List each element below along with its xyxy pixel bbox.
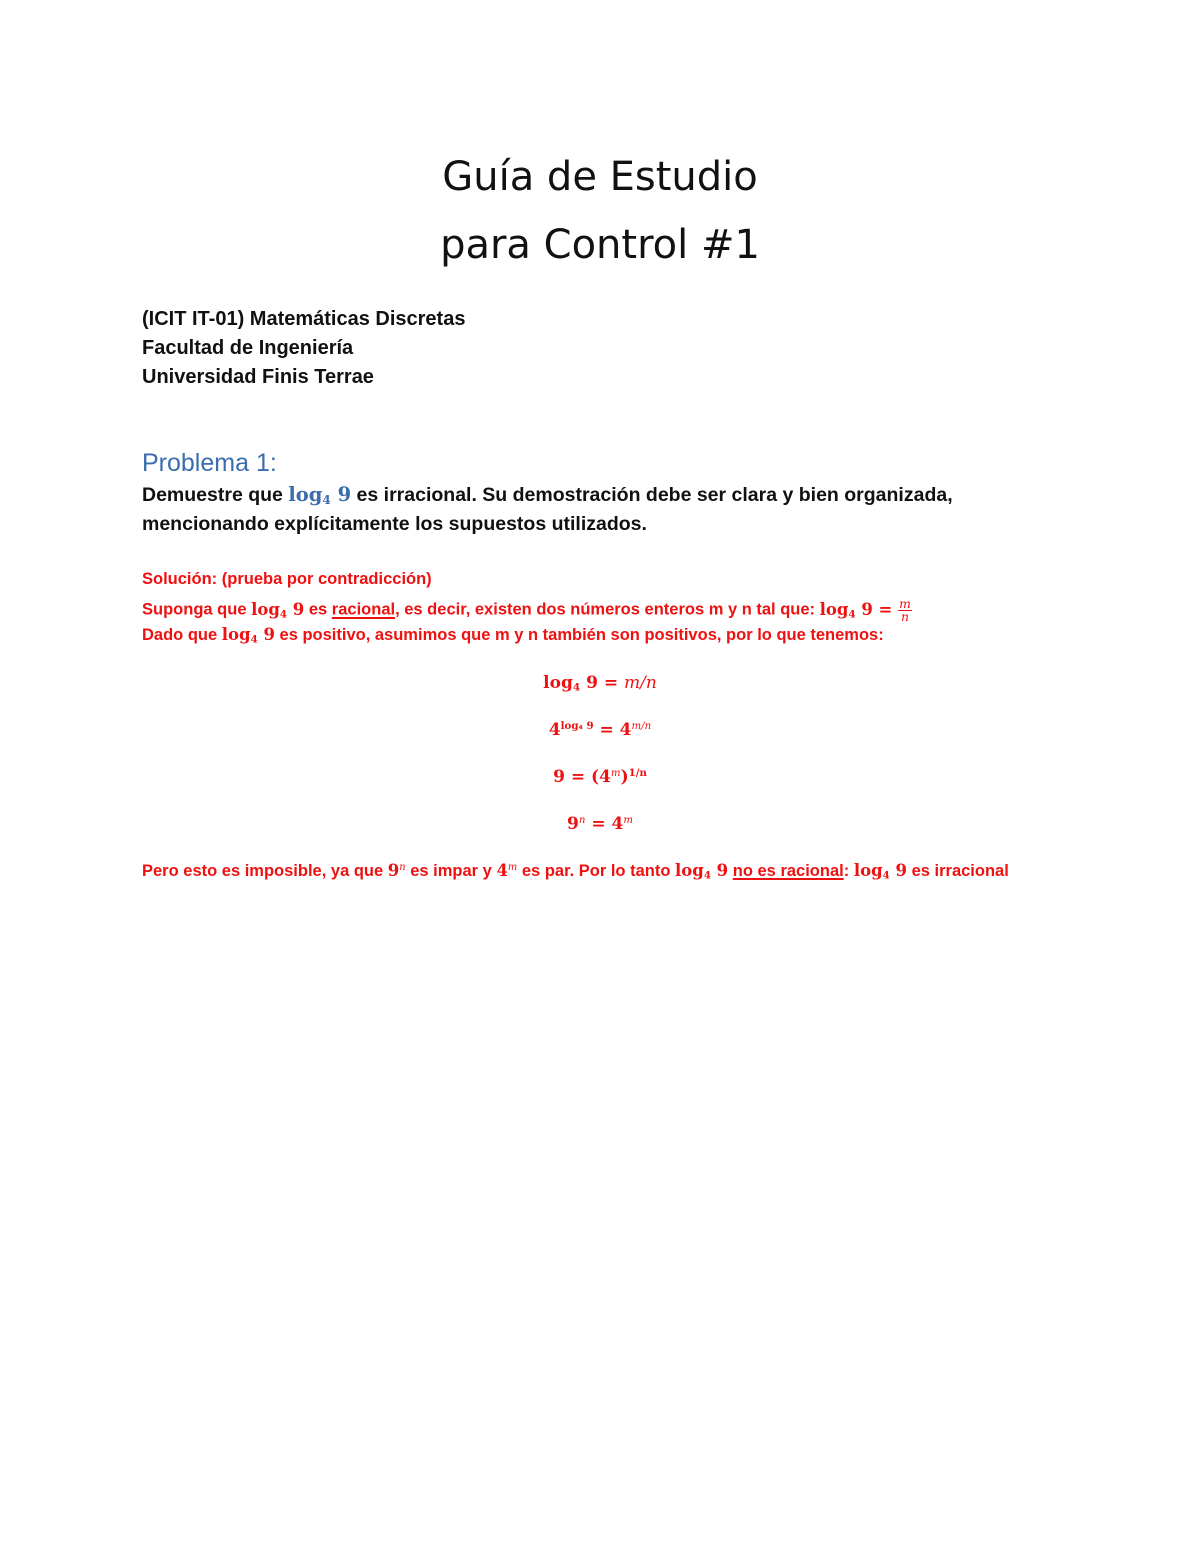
m-exponent: m (507, 862, 518, 874)
equation-4-lhs: 9 (567, 814, 579, 835)
log-text: log (288, 483, 323, 506)
four-base: 4 (496, 861, 508, 880)
problem-log-expression (288, 483, 351, 506)
log-base: 4 (703, 869, 711, 882)
solution-conclusion (142, 863, 1009, 881)
log-base: 4 (882, 869, 890, 882)
log-base: 4 (572, 681, 581, 694)
log-text: log (251, 599, 280, 619)
log-text: log (221, 625, 251, 644)
equation-3-m-exponent: m (610, 768, 621, 779)
equation-1-rhs: m/n (624, 673, 657, 693)
nine-power-n (388, 861, 406, 880)
equation-3 (0, 768, 1200, 786)
equation-3-outer-exponent: 1/n (628, 767, 647, 779)
equation-4 (0, 816, 1200, 833)
log-arg: 9 (710, 861, 729, 880)
problem-statement-line-1 (142, 485, 953, 506)
log-base: 4 (250, 633, 258, 646)
equation-2-rhs-base: 4 (619, 720, 632, 741)
problem-text-pre: Demuestre que (142, 484, 289, 506)
equation-4-m-exponent: m (623, 815, 633, 826)
log-base: 4 (279, 608, 288, 621)
equation-2: $4^{log_4 9} = 4^{m/n}$ (548, 720, 652, 741)
document-title-line-1: Guía de Estudio (442, 154, 758, 200)
log-text: log (675, 861, 704, 880)
log-base: 4 (848, 608, 856, 621)
log-text: log (543, 673, 573, 693)
equals-text: 9 = (855, 599, 899, 619)
fraction-denominator: n (901, 610, 909, 625)
conclusion-text-mid-2: es par. Por lo tanto (517, 862, 675, 880)
faculty-name: Facultad de Ingeniería (142, 337, 354, 359)
problem-heading: Problema 1: (142, 449, 277, 477)
log-expression (675, 861, 728, 880)
suppose-text-mid: es (304, 600, 332, 619)
suppose-text-mid-2: , es decir, existen dos números enteros m y n tal que: (395, 600, 820, 619)
equation-2-exponent: log₄ 9 (560, 720, 594, 732)
log-arg: 9 (330, 483, 352, 506)
equation-3-close-paren: ) (620, 767, 629, 788)
log-expression (222, 625, 275, 644)
conclusion-text-pre: Pero esto es imposible, ya que (142, 862, 388, 880)
positive-text-post: es positivo, asumimos que m y n también son positivos, por lo que tenemos: (274, 626, 884, 644)
problem-text-post: es irracional. Su demostración debe ser clara y bien organizada, (351, 484, 953, 506)
conclusion-text-mid: es impar y (405, 862, 497, 880)
university-name: Universidad Finis Terrae (142, 366, 374, 388)
equation-4-mid: = 4 (585, 814, 624, 835)
log-arg: 9 (257, 625, 275, 644)
no-es-racional-underlined: no es racional (732, 862, 844, 880)
problem-statement-line-2: mencionando explícitamente los supuestos utilizados. (142, 513, 647, 535)
fraction-numerator: m (899, 597, 911, 611)
log-expression (251, 600, 304, 619)
positive-text-pre: Dado que (142, 626, 222, 644)
colon: : (843, 862, 854, 880)
nine-base: 9 (387, 861, 400, 880)
racional-underlined: racional (331, 600, 396, 619)
n-exponent: n (399, 862, 406, 874)
solution-line-suppose (142, 598, 912, 624)
equation-1: $\log_4 9 = m/n$ (543, 673, 657, 694)
solution-line-positive (142, 627, 884, 645)
log-arg: 9 (287, 599, 305, 619)
log-expression-2 (854, 861, 907, 880)
four-power-m (496, 861, 517, 880)
suppose-text: Suponga que (142, 600, 252, 619)
equation-3-lhs: 9 = (4 (553, 767, 611, 788)
course-name: (ICIT IT-01) Matemáticas Discretas (142, 308, 466, 330)
fraction-m-over-n (898, 598, 912, 624)
equation-2-base: 4 (548, 720, 561, 741)
log-text: log (819, 599, 849, 619)
conclusion-text-end: es irracional (907, 862, 1009, 880)
log-text: log (853, 861, 883, 880)
equation-4-n-exponent: n (578, 815, 586, 826)
solution-header: Solución: (prueba por contradicción) (142, 570, 432, 588)
log-arg: 9 (580, 673, 598, 693)
log-arg: 9 (889, 861, 907, 880)
log-base: 4 (322, 493, 331, 508)
equation-2-rhs-exponent: m/n (631, 721, 652, 732)
document-title-line-2: para Control #1 (440, 222, 760, 268)
log-equation (819, 597, 912, 625)
